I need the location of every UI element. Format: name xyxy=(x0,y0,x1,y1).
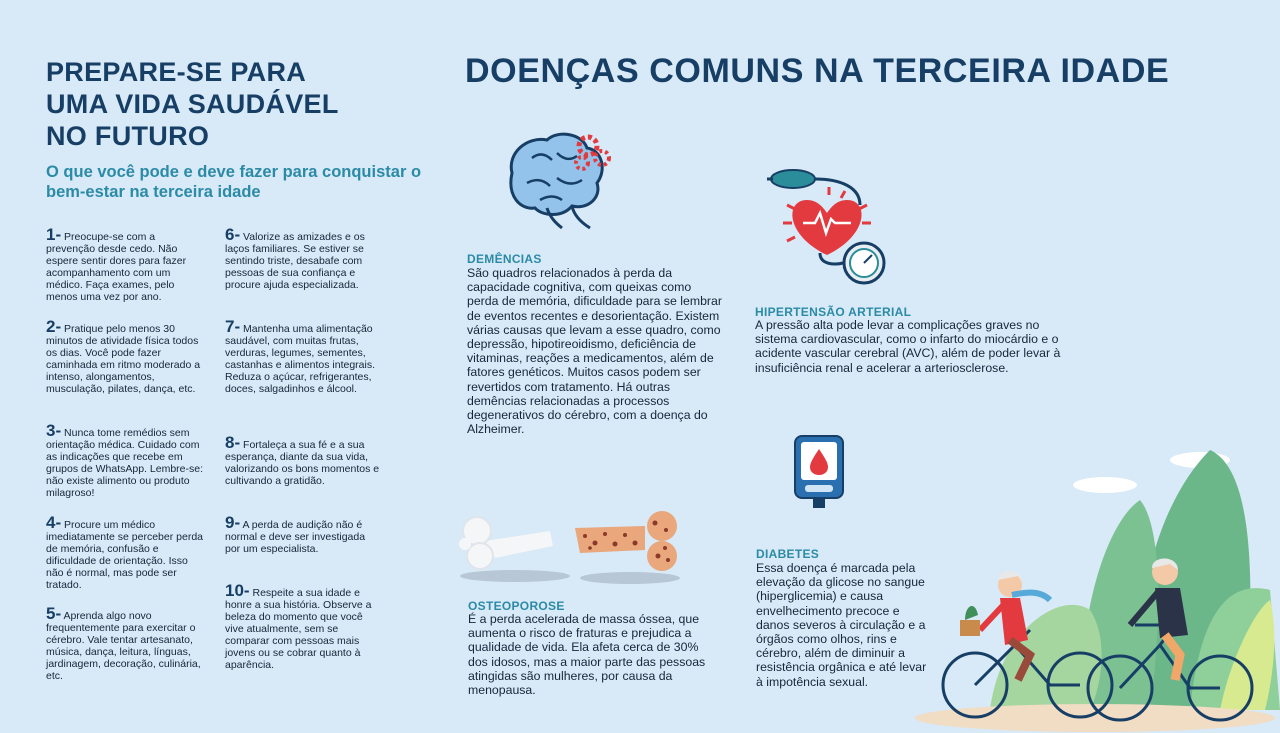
dementia-title: DEMÊNCIAS xyxy=(467,252,542,266)
tip-number: 6- xyxy=(225,225,241,244)
tip-text: Preocupe-se com a prevenção desde cedo. Não espere sentir dores para fazer acompanhamento com um médico. Faça exames, pelo menos uma vez por ano. xyxy=(46,231,187,303)
tip-number: 4- xyxy=(46,513,62,532)
cycling-couple-illustration xyxy=(910,440,1280,733)
diseases-title: DOENÇAS COMUNS NA TERCEIRA IDADE xyxy=(465,52,1170,90)
tip-item xyxy=(46,317,204,395)
diabetes-title: DIABETES xyxy=(756,547,820,561)
tip-number: 1- xyxy=(46,225,62,244)
tip-text: Aprenda algo novo frequentemente para exercitar o cérebro. Vale tentar artesanato, música, dança, leitura, línguas, jardinagem, decoração, culinária, etc. xyxy=(46,610,201,682)
main-title xyxy=(46,56,406,152)
tip-item xyxy=(225,513,383,555)
tip-number: 2- xyxy=(46,317,62,336)
brain-gears-icon xyxy=(502,128,617,233)
tip-item xyxy=(46,225,204,303)
tip-item xyxy=(46,604,204,682)
diabetes-text: Essa doença é marcada pela elevação da glicose no sangue (hiperglicemia) e causa envelhecimento precoce e danos severos à circulação e a órgãos como olhos, rins e cérebro, além de diminuir a resistência orgânica e até levar à impotência sexual. xyxy=(756,561,927,689)
main-title-line: NO FUTURO xyxy=(46,121,210,151)
tip-number: 8- xyxy=(225,433,241,452)
dementia-text: São quadros relacionados à perda da capacidade cognitiva, com queixas como perda de memória, dificuldade para se lembrar de eventos recentes e desorientação. Existem várias causas que levam a esse quadro, como depressão, hipotireoidismo, deficiência de vitaminas, reações a medicamentos, além de fatores genéticos. Muitos casos podem ser revertidos com tratamento. Há outras demências relacionadas a processos degenerativos do cérebro, com a doença do Alzheimer. xyxy=(467,266,722,437)
subtitle: O que você pode e deve fazer para conquistar o bem-estar na terceira idade xyxy=(46,163,422,201)
tip-item xyxy=(225,225,383,291)
tip-item xyxy=(225,581,383,671)
tip-number: 3- xyxy=(46,421,62,440)
tip-item xyxy=(46,421,204,499)
tip-text: Mantenha uma alimentação saudável, com muitas frutas, verduras, legumes, sementes, castanhas e alimentos integrais. Reduza o açúcar, refrigerantes, doces, salgadinhos e álcool. xyxy=(225,323,375,395)
tip-text: Nunca tome remédios sem orientação médica. Cuidado com as indicações que recebe em grupos de WhatsApp. Lembre-se: não existe alimento ou produto milagroso! xyxy=(46,427,203,499)
tip-number: 7- xyxy=(225,317,241,336)
glucose-meter-icon xyxy=(793,434,845,510)
tip-number: 9- xyxy=(225,513,241,532)
main-title-line: PREPARE-SE PARA xyxy=(46,57,307,87)
tip-text: Procure um médico imediatamente se perceber perda de memória, confusão e dificuldade de orientação. Isso não é normal, mas pode ser tratado. xyxy=(46,519,204,591)
osteoporosis-bone-icon xyxy=(570,508,685,588)
tip-number: 10- xyxy=(225,581,250,600)
hypertension-text: A pressão alta pode levar a complicações graves no sistema cardiovascular, como o infarto do miocárdio e o acidente vascular cerebral (AVC), além de poder levar à insuficiência renal e acelerar a arteriosclerose. xyxy=(755,318,1061,375)
tip-text: A perda de audição não é normal e deve ser investigada por um especialista. xyxy=(225,519,366,555)
tip-text: Valorize as amizades e os laços familiares. Se estiver se sentindo triste, desabafe com pessoas de sua confiança e procure ajuda especializada. xyxy=(225,231,365,291)
hypertension-title: HIPERTENSÃO ARTERIAL xyxy=(755,305,912,319)
tip-text: Pratique pelo menos 30 minutos de atividade física todos os dias. Você pode fazer caminhada em ritmo moderado a intenso, alongamentos, musculação, pilates, dança, etc. xyxy=(46,323,201,395)
tip-item xyxy=(225,433,383,487)
blood-pressure-heart-icon xyxy=(765,165,890,290)
osteoporosis-text: É a perda acelerada de massa óssea, que aumenta o risco de fraturas e prejudica a qualidade de vida. Ela afeta cerca de 30% dos idosos, mas a maior parte das pessoas atingidas são mulheres, por causa da menopausa. xyxy=(468,612,706,698)
main-title-line: UMA VIDA SAUDÁVEL xyxy=(46,89,339,119)
tip-item xyxy=(46,513,204,591)
tip-number: 5- xyxy=(46,604,62,623)
osteoporosis-title: OSTEOPOROSE xyxy=(468,599,565,613)
tip-item xyxy=(225,317,383,395)
tip-text: Respeite a sua idade e honre a sua história. Observe a beleza do momento que você vive atualmente, sem se comparar com pessoas mais jovens ou se cobrar quanto à aparência. xyxy=(225,587,372,671)
healthy-bone-icon xyxy=(455,506,575,586)
tip-text: Fortaleça a sua fé e a sua esperança, diante da sua vida, valorizando os bons momentos e cultivando a gratidão. xyxy=(225,439,380,487)
